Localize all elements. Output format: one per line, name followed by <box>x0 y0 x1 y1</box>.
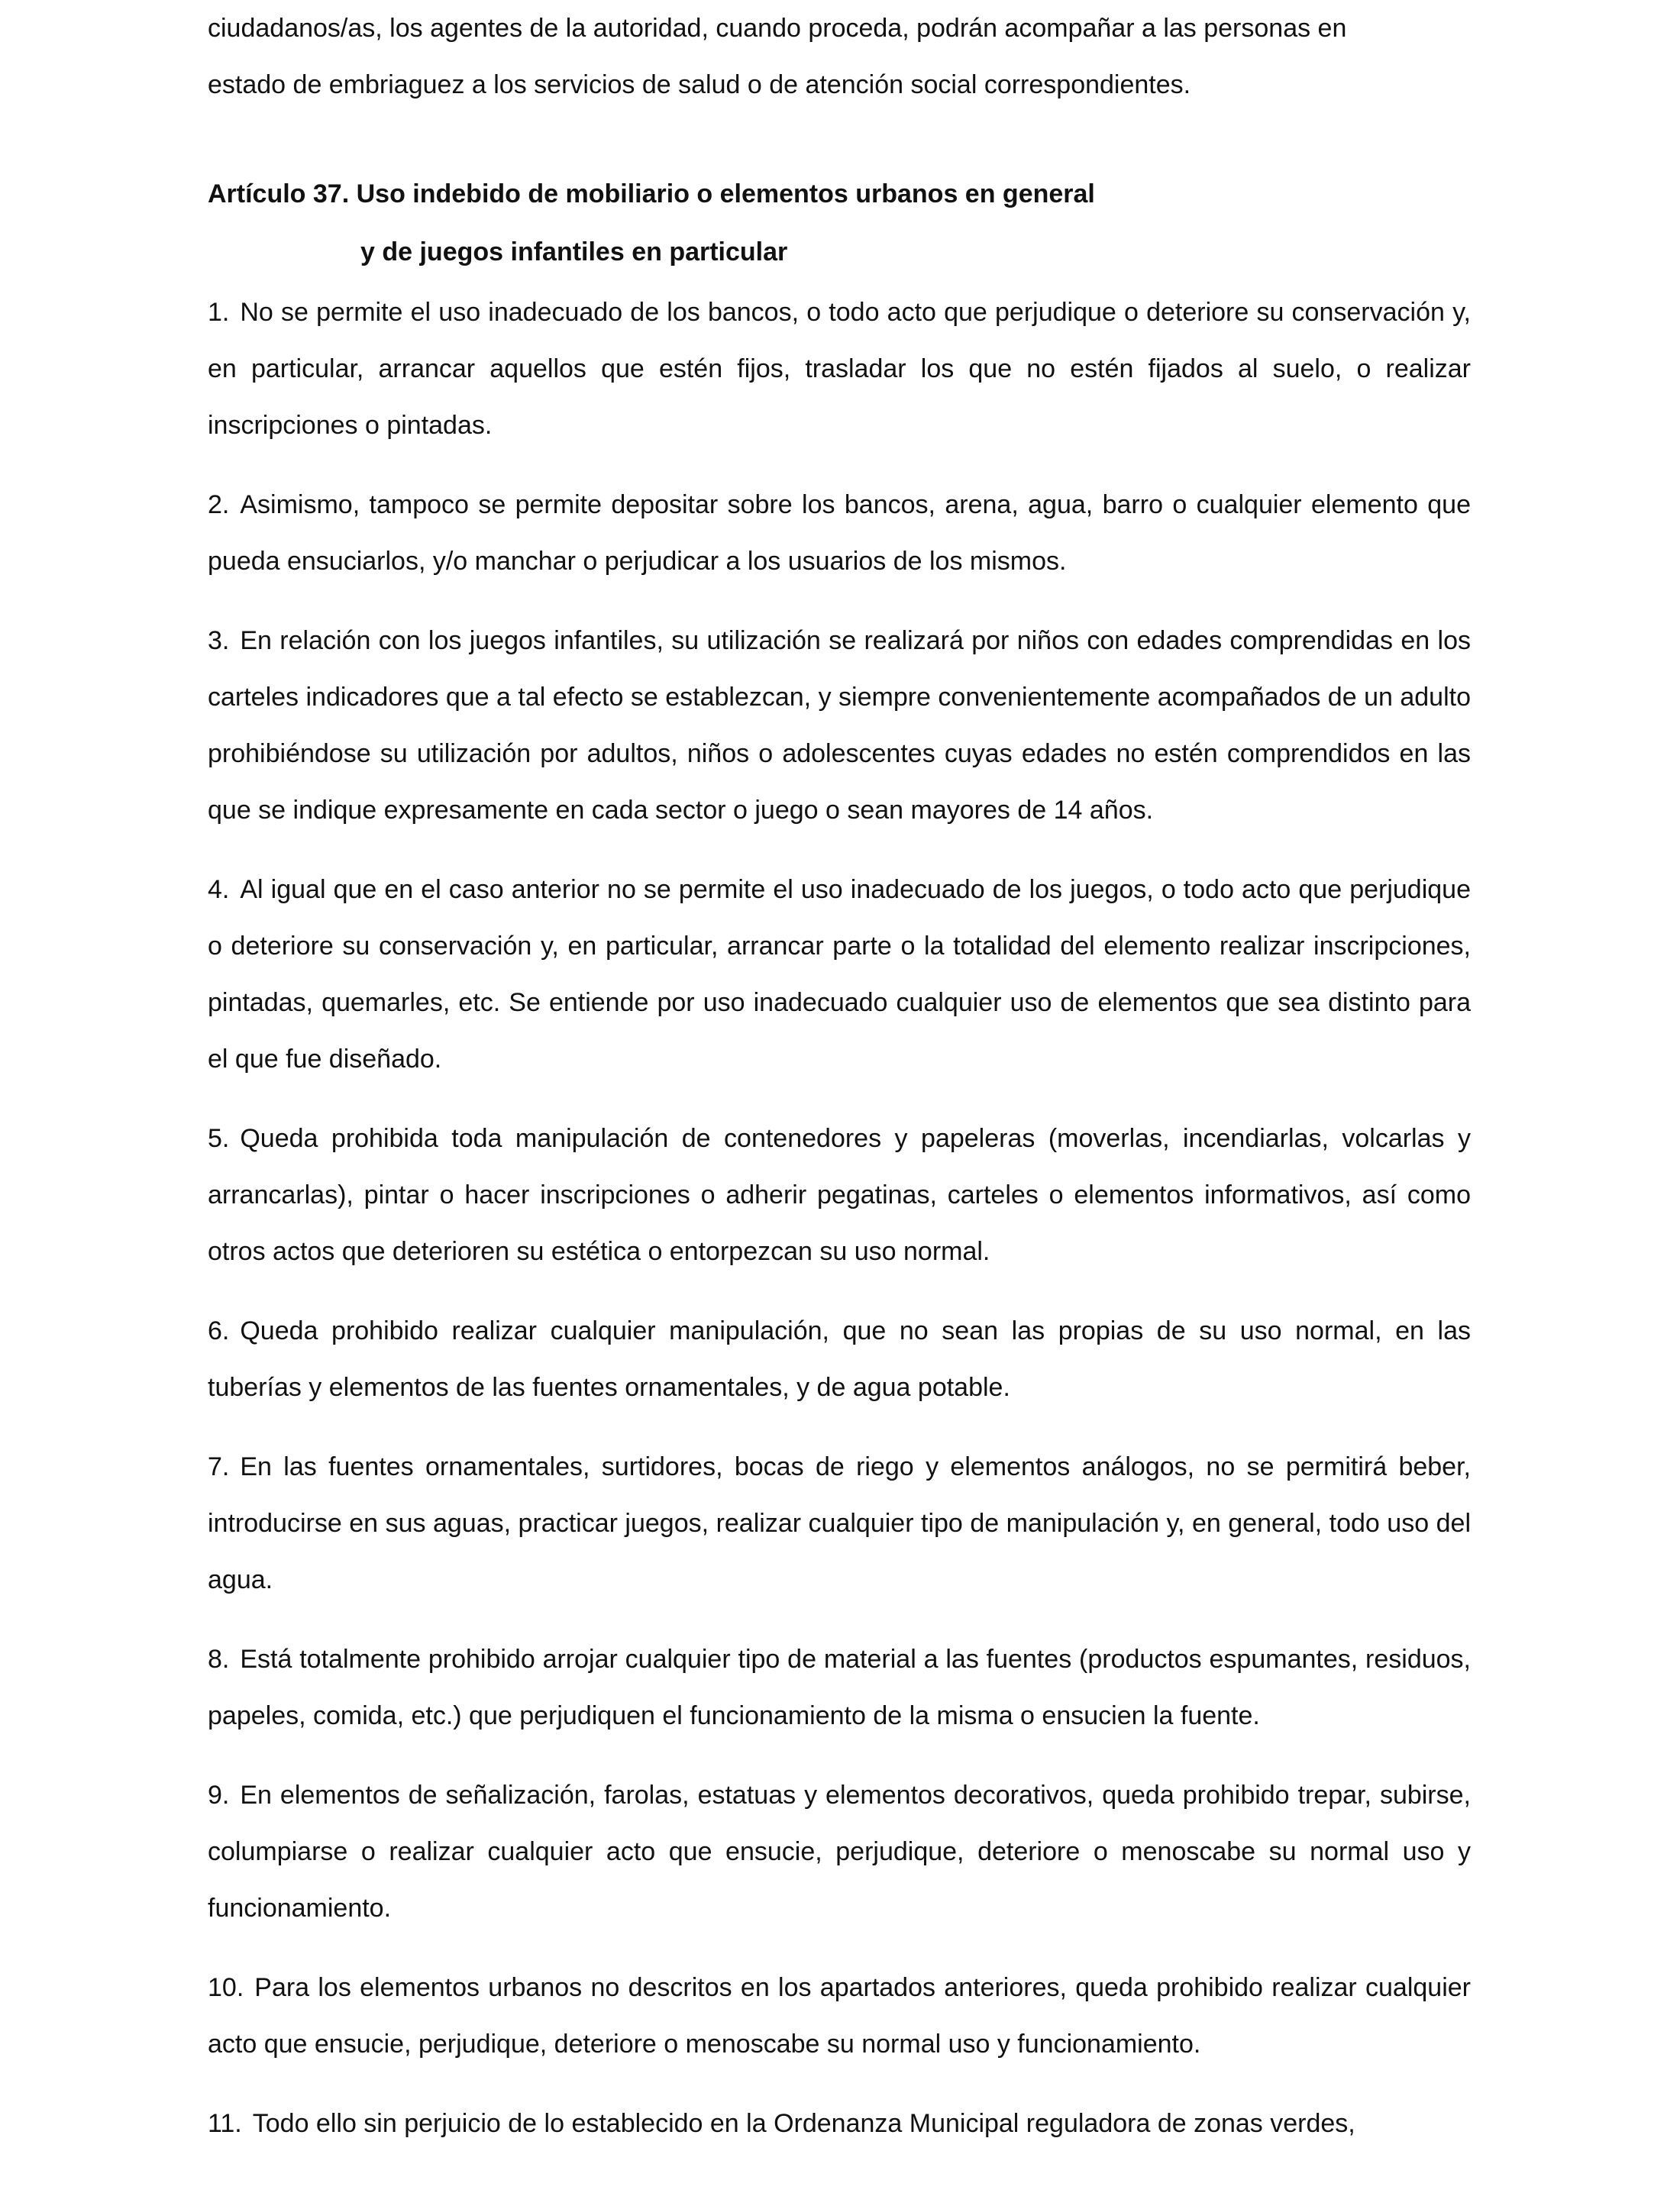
intro-line-1: ciudadanos/as, los agentes de la autoridad, cuando proceda, podrán acompañar a las personas en <box>208 14 1347 43</box>
item-text: En relación con los juegos infantiles, su utilización se realizará por niños con edades comprendidas en los carteles indicadores que a tal efecto se establezcan, y siempre convenientemente acompañados de un adulto prohibiéndose su utilización por adultos, niños o adolescentes cuyas edades no estén comprendidos en las que se indique expresamente en cada sector o juego o sean mayores de 14 años. <box>208 626 1471 825</box>
item-number: 2. <box>208 490 230 519</box>
item-text: Asimismo, tampoco se permite depositar sobre los bancos, arena, agua, barro o cualquier elemento que pueda ensuciarlos, y/o manchar o perjudicar a los usuarios de los mismos. <box>208 490 1471 576</box>
list-item-7 <box>208 1439 1471 1608</box>
document-page <box>208 0 1471 2193</box>
item-text: En elementos de señalización, farolas, estatuas y elementos decorativos, queda prohibido trepar, subirse, columpiarse o realizar cualquier acto que ensucie, perjudique, deteriore o menoscabe su normal uso y funcionamiento. <box>208 1781 1471 1923</box>
list-item-6 <box>208 1303 1471 1416</box>
item-number: 6. <box>208 1316 230 1345</box>
item-number: 5. <box>208 1124 230 1153</box>
item-number: 7. <box>208 1452 230 1481</box>
intro-line-2: estado de embriaguez a los servicios de salud o de atención social correspondientes. <box>208 70 1191 99</box>
list-item-9 <box>208 1767 1471 1936</box>
list-item-4 <box>208 861 1471 1087</box>
item-text: En las fuentes ornamentales, surtidores, bocas de riego y elementos análogos, no se permitirá beber, introducirse en sus aguas, practicar juegos, realizar cualquier tipo de manipulación y, en general, todo uso del agua. <box>208 1452 1471 1594</box>
item-number: 10. <box>208 1973 244 2002</box>
list-item-10 <box>208 1959 1471 2072</box>
list-item-5 <box>208 1110 1471 1280</box>
list-item-8 <box>208 1631 1471 1744</box>
list-item-3 <box>208 612 1471 838</box>
article-items <box>208 284 1471 2152</box>
list-item-2 <box>208 476 1471 589</box>
item-number: 1. <box>208 298 230 327</box>
item-text: Al igual que en el caso anterior no se permite el uso inadecuado de los juegos, o todo acto que perjudique o deteriore su conservación y, en particular, arrancar parte o la totalidad del elemento realizar inscripciones, pintadas, quemarles, etc. Se entiende por uso inadecuado cualquier uso de elementos que sea distinto para el que fue diseñado. <box>208 875 1471 1074</box>
item-number: 11. <box>208 2109 242 2138</box>
item-text: No se permite el uso inadecuado de los bancos, o todo acto que perjudique o deteriore su conservación y, en particular, arrancar aquellos que estén fijos, trasladar los que no estén fijados al suelo, o realizar inscripciones o pintadas. <box>208 298 1471 440</box>
item-text: Para los elementos urbanos no descritos en los apartados anteriores, queda prohibido realizar cualquier acto que ensucie, perjudique, deteriore o menoscabe su normal uso y funcionamiento. <box>208 1973 1471 2059</box>
article-title-line-2: y de juegos infantiles en particular <box>360 237 788 266</box>
article-title-line-1: Artículo 37. Uso indebido de mobiliario o elementos urbanos en general <box>208 179 1095 208</box>
intro-paragraph <box>208 0 1471 113</box>
item-text: Está totalmente prohibido arrojar cualquier tipo de material a las fuentes (productos espumantes, residuos, papeles, comida, etc.) que perjudiquen el funcionamiento de la misma o ensucien la fuente. <box>208 1645 1471 1730</box>
list-item-1 <box>208 284 1471 454</box>
item-text: Todo ello sin perjuicio de lo establecido en la Ordenanza Municipal reguladora de zonas verdes, <box>252 2109 1355 2138</box>
item-number: 8. <box>208 1645 230 1674</box>
article-heading <box>208 165 1471 281</box>
item-number: 3. <box>208 626 230 655</box>
list-item-11 <box>208 2095 1471 2152</box>
item-text: Queda prohibido realizar cualquier manipulación, que no sean las propias de su uso normal, en las tuberías y elementos de las fuentes ornamentales, y de agua potable. <box>208 1316 1471 1402</box>
item-number: 4. <box>208 875 230 904</box>
item-text: Queda prohibida toda manipulación de contenedores y papeleras (moverlas, incendiarlas, volcarlas y arrancarlas), pintar o hacer inscripciones o adherir pegatinas, carteles o elementos informativos, así como otros actos que deterioren su estética o entorpezcan su uso normal. <box>208 1124 1471 1266</box>
item-number: 9. <box>208 1781 230 1810</box>
